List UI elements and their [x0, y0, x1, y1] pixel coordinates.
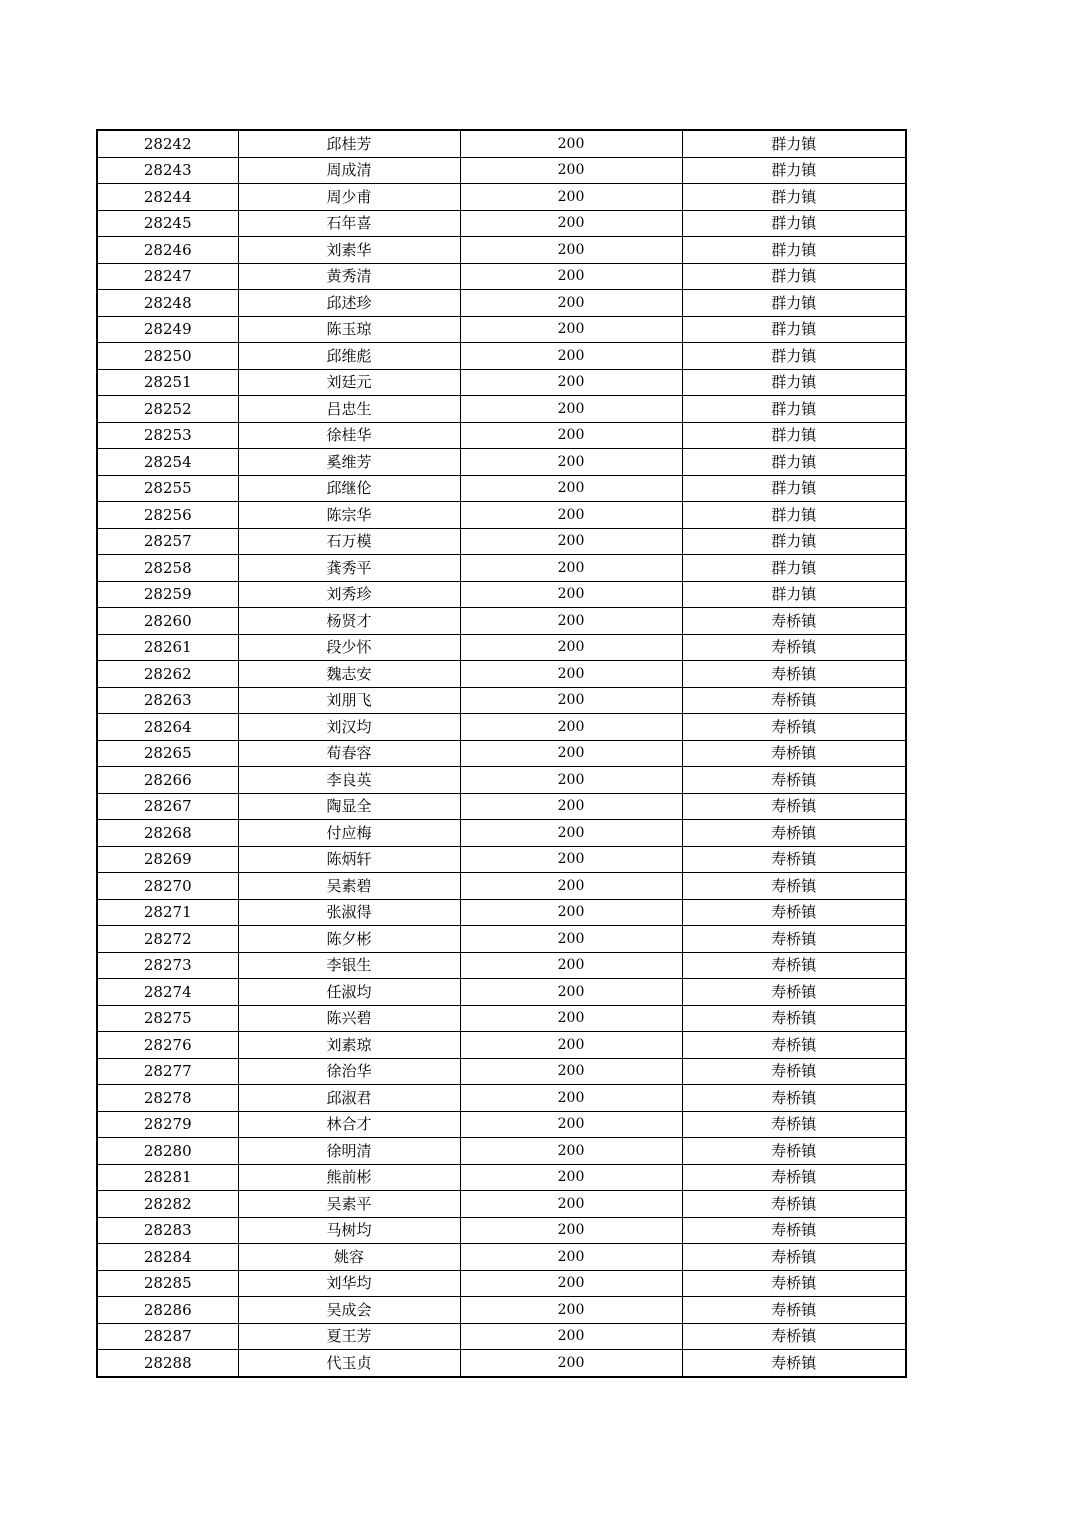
id-cell: 28243 [97, 157, 238, 184]
name-cell: 陈宗华 [238, 502, 460, 529]
amount-cell: 200 [460, 210, 682, 237]
town-cell: 群力镇 [682, 475, 906, 502]
town-cell: 寿桥镇 [682, 714, 906, 741]
amount-cell: 200 [460, 608, 682, 635]
name-cell: 邱继伦 [238, 475, 460, 502]
name-cell: 李银生 [238, 952, 460, 979]
name-cell: 吴素平 [238, 1191, 460, 1218]
table-row [97, 1085, 906, 1112]
table-row [97, 1058, 906, 1085]
table-row [97, 846, 906, 873]
name-cell: 周少甫 [238, 184, 460, 211]
name-cell: 邱淑君 [238, 1085, 460, 1112]
town-cell: 群力镇 [682, 449, 906, 476]
town-cell: 寿桥镇 [682, 979, 906, 1006]
town-cell: 群力镇 [682, 555, 906, 582]
table-row [97, 1164, 906, 1191]
amount-cell: 200 [460, 873, 682, 900]
town-cell: 寿桥镇 [682, 899, 906, 926]
id-cell: 28265 [97, 740, 238, 767]
amount-cell: 200 [460, 528, 682, 555]
name-cell: 刘汉均 [238, 714, 460, 741]
amount-cell: 200 [460, 1138, 682, 1165]
name-cell: 夏王芳 [238, 1323, 460, 1350]
id-cell: 28274 [97, 979, 238, 1006]
amount-cell: 200 [460, 687, 682, 714]
amount-cell: 200 [460, 979, 682, 1006]
table-row [97, 369, 906, 396]
amount-cell: 200 [460, 899, 682, 926]
name-cell: 刘朋飞 [238, 687, 460, 714]
town-cell: 寿桥镇 [682, 687, 906, 714]
amount-cell: 200 [460, 952, 682, 979]
town-cell: 寿桥镇 [682, 793, 906, 820]
table-row [97, 528, 906, 555]
amount-cell: 200 [460, 1244, 682, 1271]
town-cell: 寿桥镇 [682, 661, 906, 688]
town-cell: 寿桥镇 [682, 1085, 906, 1112]
town-cell: 寿桥镇 [682, 634, 906, 661]
amount-cell: 200 [460, 369, 682, 396]
id-cell: 28258 [97, 555, 238, 582]
amount-cell: 200 [460, 661, 682, 688]
amount-cell: 200 [460, 820, 682, 847]
town-cell: 群力镇 [682, 237, 906, 264]
id-cell: 28283 [97, 1217, 238, 1244]
town-cell: 群力镇 [682, 396, 906, 423]
amount-cell: 200 [460, 263, 682, 290]
id-cell: 28247 [97, 263, 238, 290]
town-cell: 寿桥镇 [682, 1191, 906, 1218]
table-row [97, 1323, 906, 1350]
id-cell: 28261 [97, 634, 238, 661]
town-cell: 寿桥镇 [682, 952, 906, 979]
id-cell: 28282 [97, 1191, 238, 1218]
table-row [97, 634, 906, 661]
amount-cell: 200 [460, 422, 682, 449]
table-row [97, 820, 906, 847]
table-row [97, 714, 906, 741]
town-cell: 群力镇 [682, 130, 906, 157]
town-cell: 寿桥镇 [682, 1058, 906, 1085]
amount-cell: 200 [460, 1297, 682, 1324]
town-cell: 群力镇 [682, 263, 906, 290]
amount-cell: 200 [460, 343, 682, 370]
table-row [97, 873, 906, 900]
name-cell: 吴成会 [238, 1297, 460, 1324]
id-cell: 28267 [97, 793, 238, 820]
id-cell: 28252 [97, 396, 238, 423]
town-cell: 寿桥镇 [682, 1164, 906, 1191]
table-row [97, 1270, 906, 1297]
id-cell: 28250 [97, 343, 238, 370]
amount-cell: 200 [460, 1058, 682, 1085]
table-row [97, 475, 906, 502]
name-cell: 奚维芳 [238, 449, 460, 476]
id-cell: 28262 [97, 661, 238, 688]
table-row [97, 899, 906, 926]
amount-cell: 200 [460, 130, 682, 157]
name-cell: 荀春容 [238, 740, 460, 767]
town-cell: 寿桥镇 [682, 820, 906, 847]
town-cell: 群力镇 [682, 157, 906, 184]
name-cell: 刘素华 [238, 237, 460, 264]
amount-cell: 200 [460, 1191, 682, 1218]
town-cell: 群力镇 [682, 316, 906, 343]
name-cell: 张淑得 [238, 899, 460, 926]
town-cell: 寿桥镇 [682, 1323, 906, 1350]
town-cell: 寿桥镇 [682, 873, 906, 900]
name-cell: 周成清 [238, 157, 460, 184]
name-cell: 刘廷元 [238, 369, 460, 396]
table-row [97, 157, 906, 184]
table-row [97, 184, 906, 211]
id-cell: 28248 [97, 290, 238, 317]
id-cell: 28257 [97, 528, 238, 555]
id-cell: 28275 [97, 1005, 238, 1032]
name-cell: 陈兴碧 [238, 1005, 460, 1032]
town-cell: 寿桥镇 [682, 1005, 906, 1032]
table-row [97, 1138, 906, 1165]
amount-cell: 200 [460, 1164, 682, 1191]
amount-cell: 200 [460, 1032, 682, 1059]
name-cell: 刘素琼 [238, 1032, 460, 1059]
id-cell: 28272 [97, 926, 238, 953]
town-cell: 群力镇 [682, 528, 906, 555]
id-cell: 28268 [97, 820, 238, 847]
id-cell: 28256 [97, 502, 238, 529]
amount-cell: 200 [460, 184, 682, 211]
name-cell: 徐桂华 [238, 422, 460, 449]
table-row [97, 793, 906, 820]
town-cell: 寿桥镇 [682, 1138, 906, 1165]
town-cell: 寿桥镇 [682, 846, 906, 873]
name-cell: 徐明清 [238, 1138, 460, 1165]
id-cell: 28271 [97, 899, 238, 926]
table-row [97, 952, 906, 979]
data-table [96, 129, 907, 1378]
name-cell: 陈炳轩 [238, 846, 460, 873]
table-row [97, 1217, 906, 1244]
name-cell: 刘华均 [238, 1270, 460, 1297]
id-cell: 28285 [97, 1270, 238, 1297]
amount-cell: 200 [460, 846, 682, 873]
town-cell: 寿桥镇 [682, 1111, 906, 1138]
id-cell: 28242 [97, 130, 238, 157]
id-cell: 28270 [97, 873, 238, 900]
amount-cell: 200 [460, 1217, 682, 1244]
id-cell: 28263 [97, 687, 238, 714]
name-cell: 黄秀清 [238, 263, 460, 290]
id-cell: 28254 [97, 449, 238, 476]
amount-cell: 200 [460, 740, 682, 767]
id-cell: 28259 [97, 581, 238, 608]
id-cell: 28279 [97, 1111, 238, 1138]
id-cell: 28269 [97, 846, 238, 873]
town-cell: 寿桥镇 [682, 1244, 906, 1271]
id-cell: 28281 [97, 1164, 238, 1191]
amount-cell: 200 [460, 555, 682, 582]
amount-cell: 200 [460, 316, 682, 343]
id-cell: 28253 [97, 422, 238, 449]
id-cell: 28273 [97, 952, 238, 979]
name-cell: 段少怀 [238, 634, 460, 661]
amount-cell: 200 [460, 502, 682, 529]
amount-cell: 200 [460, 449, 682, 476]
amount-cell: 200 [460, 767, 682, 794]
amount-cell: 200 [460, 475, 682, 502]
amount-cell: 200 [460, 396, 682, 423]
name-cell: 付应梅 [238, 820, 460, 847]
town-cell: 寿桥镇 [682, 1350, 906, 1377]
table-row [97, 767, 906, 794]
id-cell: 28288 [97, 1350, 238, 1377]
amount-cell: 200 [460, 1270, 682, 1297]
name-cell: 邱维彪 [238, 343, 460, 370]
table-row [97, 1191, 906, 1218]
table-row [97, 502, 906, 529]
id-cell: 28245 [97, 210, 238, 237]
table-row [97, 581, 906, 608]
town-cell: 群力镇 [682, 343, 906, 370]
table-row [97, 1297, 906, 1324]
table-row [97, 290, 906, 317]
table-row [97, 396, 906, 423]
table-row [97, 422, 906, 449]
id-cell: 28260 [97, 608, 238, 635]
table-row [97, 1350, 906, 1377]
town-cell: 寿桥镇 [682, 1297, 906, 1324]
table-row [97, 608, 906, 635]
name-cell: 杨贤才 [238, 608, 460, 635]
town-cell: 寿桥镇 [682, 1217, 906, 1244]
amount-cell: 200 [460, 793, 682, 820]
town-cell: 群力镇 [682, 184, 906, 211]
name-cell: 石年喜 [238, 210, 460, 237]
table-row [97, 1244, 906, 1271]
table-row [97, 210, 906, 237]
name-cell: 刘秀珍 [238, 581, 460, 608]
amount-cell: 200 [460, 157, 682, 184]
amount-cell: 200 [460, 714, 682, 741]
id-cell: 28251 [97, 369, 238, 396]
name-cell: 吴素碧 [238, 873, 460, 900]
amount-cell: 200 [460, 237, 682, 264]
town-cell: 群力镇 [682, 581, 906, 608]
town-cell: 群力镇 [682, 369, 906, 396]
name-cell: 魏志安 [238, 661, 460, 688]
table-body [97, 130, 906, 1377]
town-cell: 群力镇 [682, 502, 906, 529]
amount-cell: 200 [460, 1005, 682, 1032]
id-cell: 28280 [97, 1138, 238, 1165]
table-row [97, 555, 906, 582]
table-row [97, 237, 906, 264]
amount-cell: 200 [460, 926, 682, 953]
amount-cell: 200 [460, 1085, 682, 1112]
town-cell: 寿桥镇 [682, 926, 906, 953]
name-cell: 任淑均 [238, 979, 460, 1006]
id-cell: 28249 [97, 316, 238, 343]
id-cell: 28244 [97, 184, 238, 211]
id-cell: 28277 [97, 1058, 238, 1085]
id-cell: 28266 [97, 767, 238, 794]
table-row [97, 263, 906, 290]
town-cell: 群力镇 [682, 422, 906, 449]
town-cell: 寿桥镇 [682, 1032, 906, 1059]
name-cell: 陈玉琼 [238, 316, 460, 343]
table-row [97, 740, 906, 767]
name-cell: 姚容 [238, 1244, 460, 1271]
table-row [97, 979, 906, 1006]
name-cell: 吕忠生 [238, 396, 460, 423]
table-row [97, 130, 906, 157]
id-cell: 28286 [97, 1297, 238, 1324]
id-cell: 28278 [97, 1085, 238, 1112]
id-cell: 28287 [97, 1323, 238, 1350]
town-cell: 寿桥镇 [682, 1270, 906, 1297]
name-cell: 林合才 [238, 1111, 460, 1138]
town-cell: 群力镇 [682, 210, 906, 237]
name-cell: 石万模 [238, 528, 460, 555]
amount-cell: 200 [460, 1111, 682, 1138]
table-row [97, 343, 906, 370]
name-cell: 徐治华 [238, 1058, 460, 1085]
table-row [97, 1111, 906, 1138]
name-cell: 陈夕彬 [238, 926, 460, 953]
amount-cell: 200 [460, 290, 682, 317]
id-cell: 28284 [97, 1244, 238, 1271]
amount-cell: 200 [460, 1323, 682, 1350]
name-cell: 邱述珍 [238, 290, 460, 317]
id-cell: 28276 [97, 1032, 238, 1059]
id-cell: 28255 [97, 475, 238, 502]
name-cell: 龚秀平 [238, 555, 460, 582]
table-row [97, 1005, 906, 1032]
town-cell: 寿桥镇 [682, 767, 906, 794]
name-cell: 邱桂芳 [238, 130, 460, 157]
id-cell: 28264 [97, 714, 238, 741]
amount-cell: 200 [460, 634, 682, 661]
amount-cell: 200 [460, 1350, 682, 1377]
town-cell: 寿桥镇 [682, 608, 906, 635]
table-row [97, 316, 906, 343]
table-row [97, 661, 906, 688]
table-row [97, 1032, 906, 1059]
name-cell: 代玉贞 [238, 1350, 460, 1377]
name-cell: 马树均 [238, 1217, 460, 1244]
town-cell: 寿桥镇 [682, 740, 906, 767]
amount-cell: 200 [460, 581, 682, 608]
table-row [97, 687, 906, 714]
table-row [97, 926, 906, 953]
name-cell: 李良英 [238, 767, 460, 794]
name-cell: 熊前彬 [238, 1164, 460, 1191]
town-cell: 群力镇 [682, 290, 906, 317]
table-row [97, 449, 906, 476]
id-cell: 28246 [97, 237, 238, 264]
name-cell: 陶显全 [238, 793, 460, 820]
